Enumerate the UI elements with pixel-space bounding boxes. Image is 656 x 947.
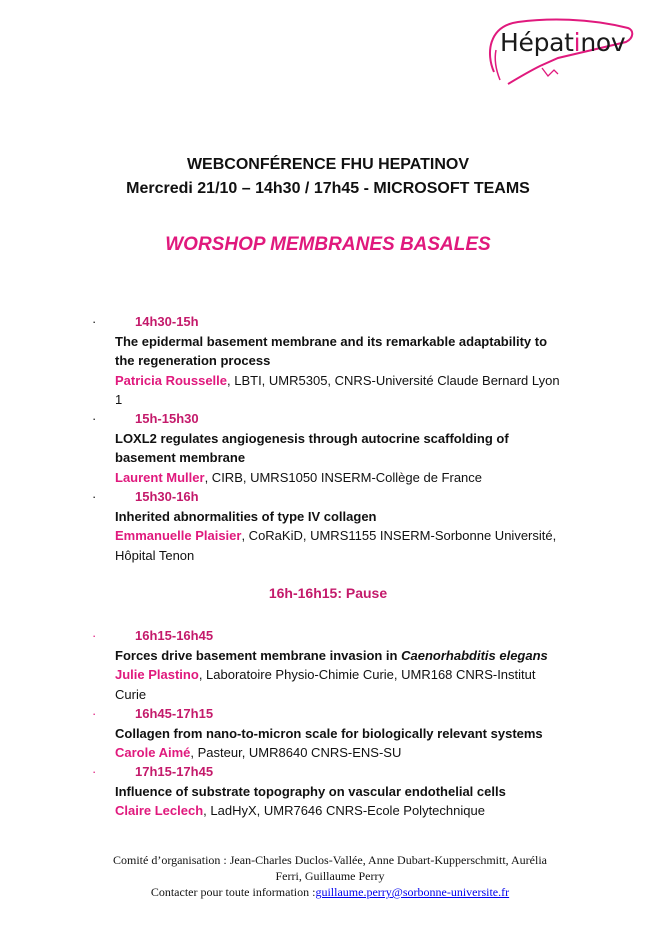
- session-time: 16h15-16h45: [135, 628, 214, 643]
- workshop-title: WORSHOP MEMBRANES BASALES: [165, 234, 491, 255]
- talk-title: Forces drive basement membrane invasion in: [115, 647, 402, 663]
- talk-title: LOXL2 regulates angiogenesis through autocrine scaffolding of: [115, 430, 509, 446]
- speaker-name: Carole Aimé: [115, 745, 191, 761]
- talk-title: the regeneration process: [115, 353, 271, 369]
- bullet: ·: [92, 706, 97, 721]
- speaker-affiliation: , LBTI, UMR5305, CNRS-Université Claude Bernard Lyon: [227, 372, 560, 388]
- talk-title: Influence of substrate topography on vascular endothelial cells: [115, 783, 506, 799]
- speaker-affiliation: , Pasteur, UMR8640 CNRS-ENS-SU: [190, 745, 402, 761]
- speaker-affiliation: Curie: [115, 686, 147, 702]
- bullet: ·: [92, 628, 97, 643]
- talk-title: Inherited abnormalities of type IV collagen: [115, 508, 377, 524]
- hepatinov-logo: [478, 14, 638, 86]
- contact-email-link[interactable]: guillaume.perry@sorbonne-universite.fr: [315, 885, 510, 899]
- organizing-committee: Comité d’organisation : Jean-Charles Duclos-Vallée, Anne Dubart-Kupperschmitt, Aurélia: [112, 853, 547, 867]
- speaker-name: Patricia Rousselle: [115, 372, 227, 388]
- speaker-affiliation: , CoRaKiD, UMRS1155 INSERM-Sorbonne Université,: [241, 528, 557, 544]
- speaker-name: Julie Plastino: [115, 667, 199, 683]
- session-time: 14h30-15h: [135, 314, 199, 329]
- contact-label: Contacter pour toute information :: [150, 885, 316, 899]
- footer: [60, 852, 600, 900]
- speaker-affiliation: , CIRB, UMRS1050 INSERM-Collège de France: [204, 469, 483, 485]
- session-time: 15h-15h30: [135, 411, 199, 426]
- pause-label: 16h-16h15: Pause: [268, 585, 388, 601]
- talk-title-italic: Caenorhabditis elegans: [401, 647, 548, 663]
- bullet: ·: [92, 489, 97, 504]
- session-time: 15h30-16h: [135, 489, 199, 504]
- talk-title: The epidermal basement membrane and its remarkable adaptability to: [115, 333, 548, 349]
- speaker-name: Laurent Muller: [115, 469, 205, 485]
- bullet: ·: [92, 764, 97, 779]
- logo-wordmark: Hépatinov: [500, 28, 626, 57]
- talk-title: basement membrane: [115, 450, 246, 466]
- speaker-affiliation: , LadHyX, UMR7646 CNRS-Ecole Polytechnique: [203, 803, 485, 819]
- talk-title: Collagen from nano-to-micron scale for biologically relevant systems: [115, 725, 543, 741]
- session-time: 17h15-17h45: [135, 764, 214, 779]
- session-time: 16h45-17h15: [135, 706, 214, 721]
- speaker-name: Emmanuelle Plaisier: [115, 528, 242, 544]
- organizing-committee: Ferri, Guillaume Perry: [275, 869, 385, 883]
- conference-date: Mercredi 21/10 – 14h30 / 17h45 - MICROSOFT TEAMS: [126, 180, 530, 197]
- speaker-affiliation: Hôpital Tenon: [115, 547, 195, 563]
- bullet: ·: [92, 314, 97, 329]
- speaker-name: Claire Leclech: [115, 803, 204, 819]
- bullet: ·: [92, 411, 97, 426]
- speaker-affiliation: 1: [115, 392, 123, 408]
- speaker-affiliation: , Laboratoire Physio-Chimie Curie, UMR168 CNRS-Institut: [198, 667, 536, 683]
- conference-title: WEBCONFÉRENCE FHU HEPATINOV: [186, 156, 470, 173]
